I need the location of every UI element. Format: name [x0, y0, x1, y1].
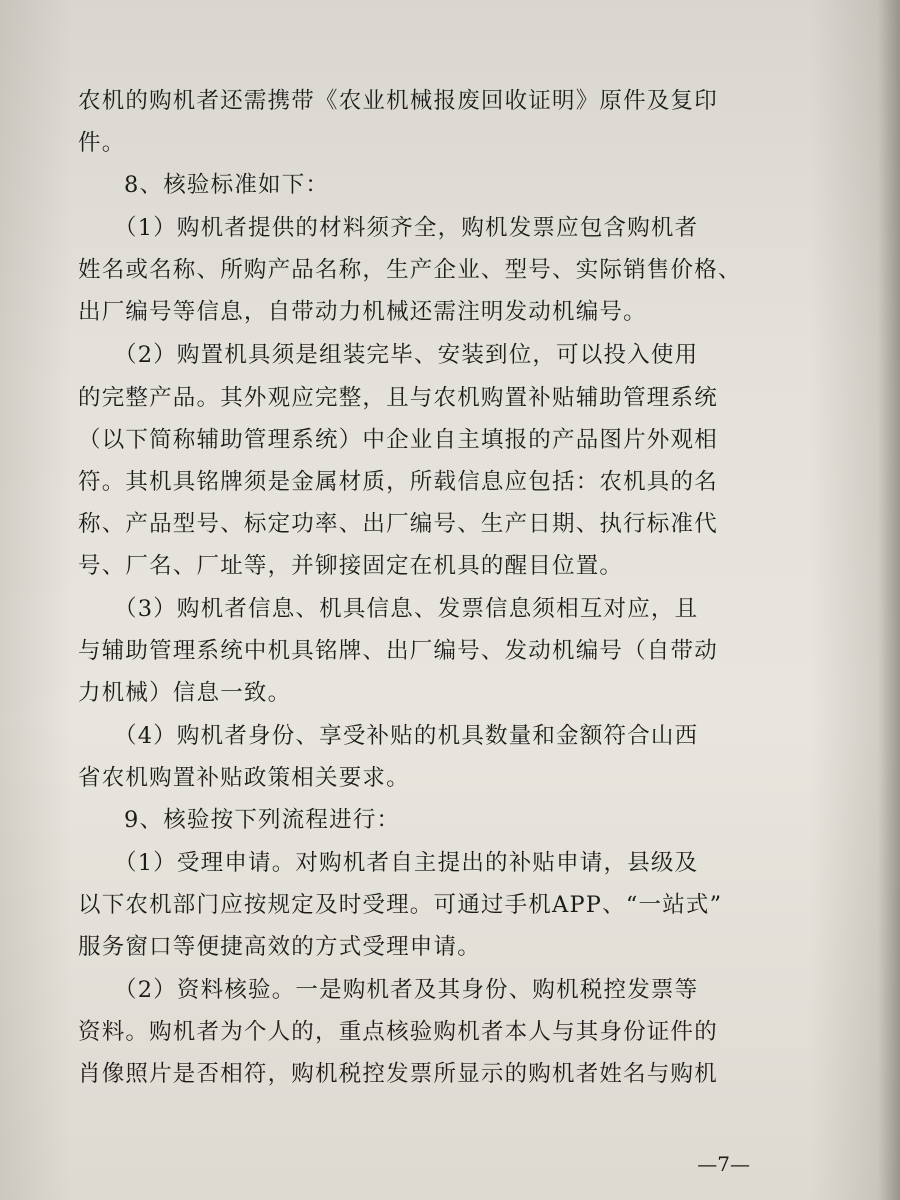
text-line: 称、产品型号、标定功率、出厂编号、生产日期、执行标准代: [78, 511, 718, 537]
text-line: （4）购机者身份、享受补贴的机具数量和金额符合山西: [114, 723, 699, 749]
text-line: 以下农机部门应按规定及时受理。可通过手机APP、“一站式”: [78, 892, 723, 918]
text-line: （1）购机者提供的材料须齐全，购机发票应包含购机者: [114, 215, 699, 241]
text-line: 符。其机具铭牌须是金属材质，所载信息应包括：农机具的名: [78, 469, 718, 495]
text-line: 服务窗口等便捷高效的方式受理申请。: [78, 934, 481, 960]
text-line: 姓名或名称、所购产品名称，生产企业、型号、实际销售价格、: [78, 257, 742, 283]
section-heading-9: 9、核验按下列流程进行：: [124, 807, 401, 833]
text-line: 的完整产品。其外观应完整，且与农机购置补贴辅助管理系统: [78, 385, 718, 411]
text-line: 号、厂名、厂址等，并铆接固定在机具的醒目位置。: [78, 553, 624, 579]
text-line: 件。: [78, 130, 126, 156]
text-line: （以下简称辅助管理系统）中企业自主填报的产品图片外观相: [78, 427, 718, 453]
text-line: （3）购机者信息、机具信息、发票信息须相互对应，且: [114, 596, 699, 622]
text-line: （2）购置机具须是组装完毕、安装到位，可以投入使用: [114, 342, 699, 368]
text-line: 资料。购机者为个人的，重点核验购机者本人与其身份证件的: [78, 1019, 718, 1045]
text-line: 出厂编号等信息，自带动力机械还需注明发动机编号。: [78, 299, 647, 325]
page-number: —7—: [697, 1152, 750, 1176]
text-line: （1）受理申请。对购机者自主提出的补贴申请，县级及: [114, 850, 699, 876]
text-line: 农机的购机者还需携带《农业机械报废回收证明》原件及复印: [78, 88, 718, 114]
page-edge-shadow: [878, 0, 900, 1200]
section-heading-8: 8、核验标准如下：: [124, 172, 330, 198]
text-line: （2）资料核验。一是购机者及其身份、购机税控发票等: [114, 977, 699, 1003]
text-line: 与辅助管理系统中机具铭牌、出厂编号、发动机编号（自带动: [78, 638, 718, 664]
text-line: 省农机购置补贴政策相关要求。: [78, 765, 410, 791]
text-line: 肖像照片是否相符，购机税控发票所显示的购机者姓名与购机: [78, 1061, 718, 1087]
text-line: 力机械）信息一致。: [78, 680, 292, 706]
